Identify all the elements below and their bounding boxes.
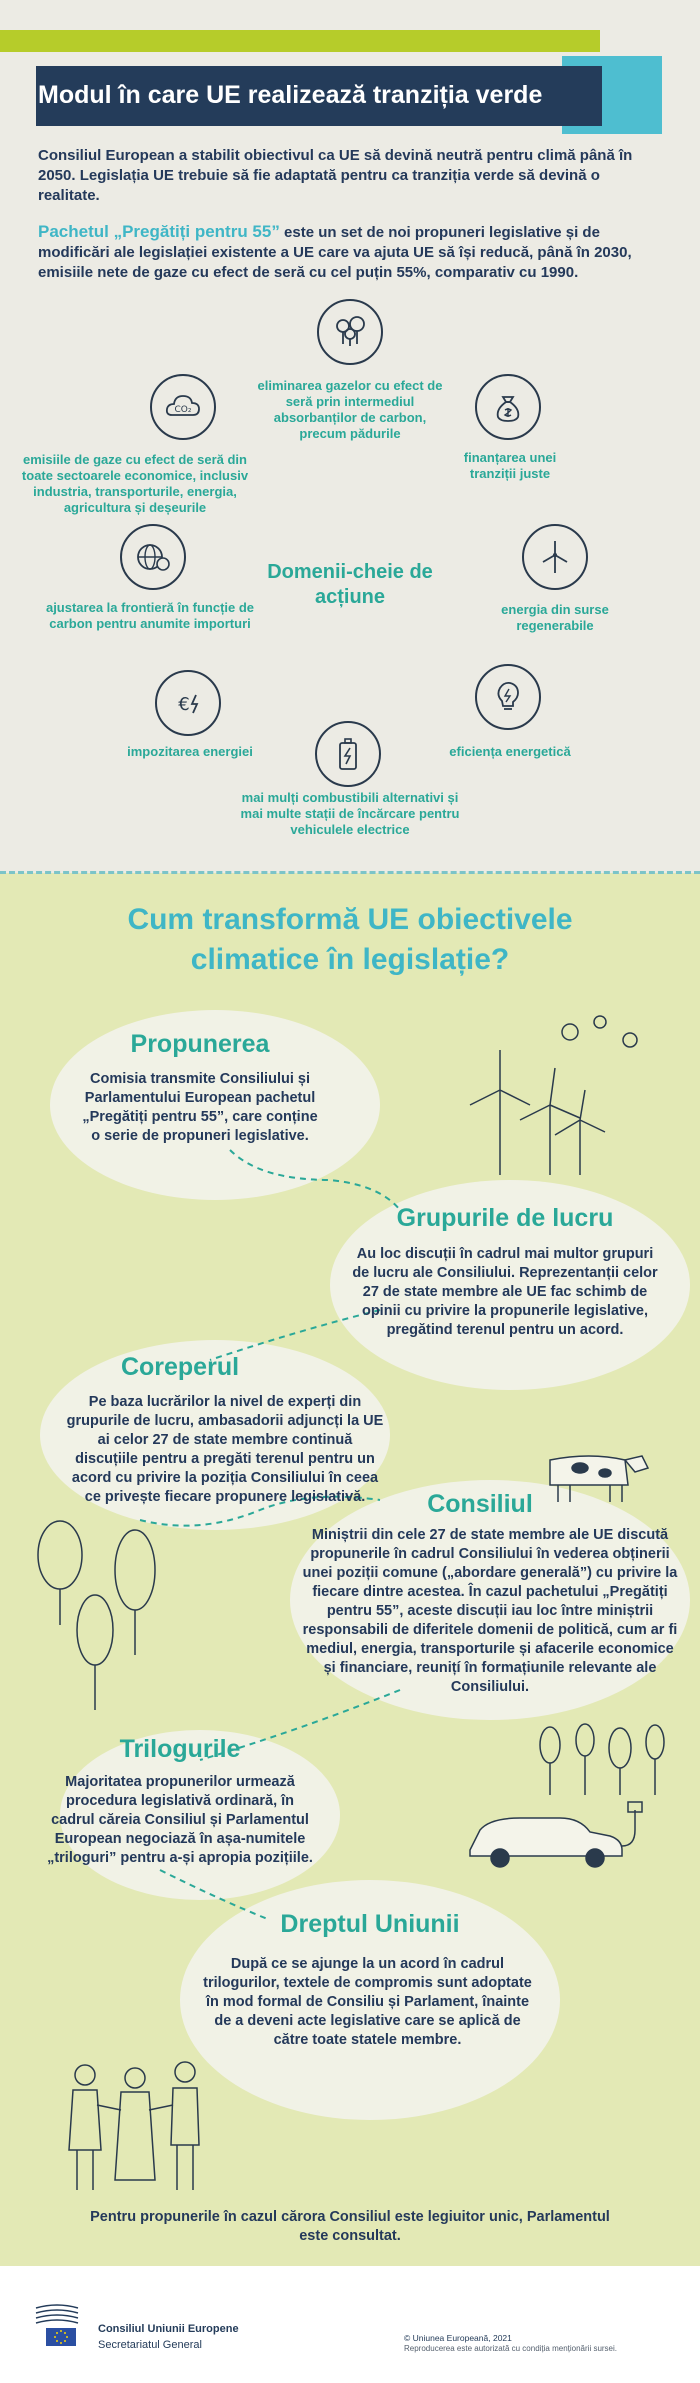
step-council-title: Consiliul [427,1490,533,1518]
area-just-transition: finanțarea unei tranziții juste [463,450,557,481]
step-proposal-text: Comisia transmite Consiliului și Parlamentului European pachetul „Pregătiți pentru 55”, care conține o serie de propuneri legislative. [82,1071,318,1144]
step-working-groups-title: Grupurile de lucru [396,1204,614,1232]
area-border-carbon: ajustarea la frontieră în funcție de carbon pentru anumite importuri [45,600,255,631]
area-fuels: mai mulți combustibili alternativi și mai multe stații de încărcare pentru vehiculele electrice [240,790,460,837]
leaves-illustration [555,1020,655,1060]
svg-text:€: € [178,694,190,715]
step-trilogues-title: Trilogurile [119,1735,241,1763]
footer-reproduction-note: Reproducerea este autorizată cu condiția menționării sursei. [404,2344,618,2353]
electric-car-illustration [450,1800,650,1880]
area-renewables: energia din surse regenerabile [501,602,609,633]
page-title: Modul în care UE realizează tranziția verde [38,81,543,109]
step-coreper-title: Coreperul [120,1353,240,1381]
area-energy-tax: impozitarea energiei [127,744,253,759]
package-highlight: Pachetul „Pregătiți pentru 55” [38,222,280,241]
footer-org-name: Consiliul Uniunii Europene [98,2323,239,2335]
step-union-law-text: După ce se ajunge la un acord în cadrul trilogurilor, textele de compromis sunt adoptate în mod formal de Consiliu și Parlament, înainte de a deveni acte legislative care se aplică de către toate statele membre. [203,1956,532,2048]
footer-copyright: © Uniunea Europeană, 2021 [404,2333,512,2343]
forest-illustration [530,1720,680,1800]
council-logo-icon [32,2300,82,2348]
intro-paragraph: Consiliul European a stabilit obiectivul ca UE să devină neutră pentru climă până în 2050. Legislația UE trebuie să fie adaptată pentru ca tranziția verde să devină o realitate. [38,147,633,204]
footer-org-subtitle: Secretariatul General [98,2339,202,2351]
area-emissions: emisiile de gaze cu efect de seră din toate sectoarele economice, inclusiv industria, transporturile, energia, agricultura și deșeurile [21,452,249,515]
step-proposal-title: Propunerea [130,1030,270,1058]
key-areas-title: Domenii-cheie de acțiune [267,561,433,608]
process-title: Cum transformă UE obiectivele climatice în legislație? [127,903,573,976]
cow-illustration [530,1440,660,1510]
svg-text:CO₂: CO₂ [174,405,192,415]
area-carbon-sinks: eliminarea gazelor cu efect de seră prin intermediul absorbanților de carbon, precum pădurile [257,378,443,441]
area-efficiency: eficiența energetică [449,744,571,759]
people-illustration [55,2050,225,2200]
package-text: este un set de noi propuneri legislative și de modificări ale legislației existente a UE care va ajuta UE să își reducă, până în 2030, emisiile nete de gaze cu efect de seră cu cel puțin 55%, comparativ cu 1990. [38,224,632,281]
step-working-groups-text: Au loc discuții în cadrul mai multor grupuri de lucru ale Consiliului. Reprezentanții celor 27 de state membre ale UE fac schimb de opinii cu privire la propunerile legislative, pregătind terenul pentru un acord. [352,1246,658,1338]
step-trilogues-text: Majoritatea propunerilor urmează procedura legislativă ordinară, în cadrul căreia Consiliul și Parlamentul European negociază în așa-numitele „triloguri” pentru a-și apropia pozițiile. [47,1774,313,1866]
step-council-text: Miniștrii din cele 27 de state membre ale UE discută propunerile în cadrul Consiliului în vederea obținerii unei poziții comune („abordare generală”) cu privire la fiecare dintre acestea. În cazul pachetului „Pregătiți pentru 55”, aceste discuții iau loc între miniștrii responsabili de diferitele domenii de politică, cum ar fi mediul, energia, transporturile și afacerile economice și financiare, reunițí în formațiunile relevante ale Consiliului. [302,1527,678,1695]
step-coreper-text: Pe baza lucrărilor la nivel de experți din grupurile de lucru, ambasadorii adjuncți la UE ai celor 27 de state membre continuă discuțiile pentru a pregăti terenul pentru un acord cu privire la poziția Consiliului în ceea ce privește fiecare propunere legislativă. [66,1394,384,1505]
step-union-law-title: Dreptul Uniunii [280,1910,460,1938]
consultation-note: Pentru propunerile în cazul cărora Consiliul este legiuitor unic, Parlamentul este consultat. [90,2209,610,2244]
trees-illustration [25,1515,165,1715]
